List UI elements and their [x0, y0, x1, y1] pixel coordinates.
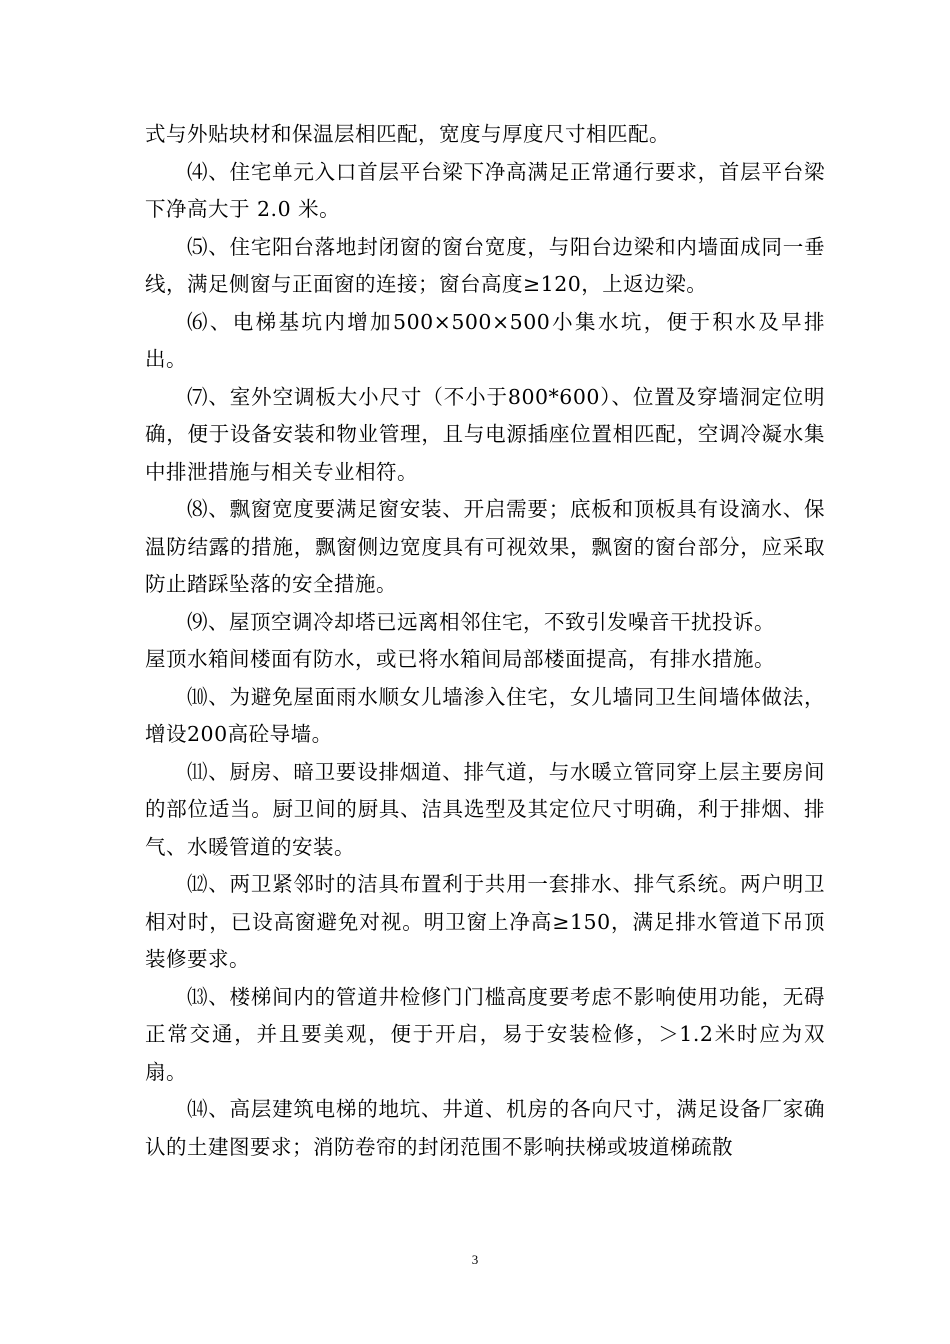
paragraph-item-7: ⑺、室外空调板大小尺寸（不小于800*600）、位置及穿墙洞定位明确，便于设备安装和物业管理，且与电源插座位置相匹配，空调冷凝水集中排泄措施与相关专业相符。 — [145, 384, 825, 484]
paragraph-item-9: ⑼、屋顶空调冷却塔已远离相邻住宅，不致引发噪音干扰投诉。 — [187, 609, 775, 634]
paragraph-continuation: 式与外贴块材和保温层相匹配，宽度与厚度尺寸相匹配。 — [145, 122, 670, 146]
paragraph-item-4: ⑷、住宅单元入口首层平台梁下净高满足正常通行要求，首层平台梁下净高大于 2.0 米。 — [145, 159, 825, 221]
page-number: 3 — [471, 1252, 479, 1267]
paragraph-item-5: ⑸、住宅阳台落地封闭窗的窗台宽度，与阳台边梁和内墙面成同一垂线，满足侧窗与正面窗的连接；窗台高度≥120，上返边梁。 — [145, 234, 825, 296]
paragraph-item-6: ⑹、电梯基坑内增加500×500×500小集水坑，便于积水及早排出。 — [145, 309, 825, 371]
paragraph-item-8: ⑻、飘窗宽度要满足窗安装、开启需要；底板和顶板具有设滴水、保温防结露的措施，飘窗侧边宽度具有可视效果，飘窗的窗台部分，应采取防止踏踩坠落的安全措施。 — [145, 497, 825, 596]
paragraph-item-11: ⑾、厨房、暗卫要设排烟道、排气道，与水暖立管同穿上层主要房间的部位适当。厨卫间的厨具、洁具选型及其定位尺寸明确，利于排烟、排气、水暖管道的安装。 — [145, 759, 825, 859]
paragraph-item-9-continued: 屋顶水箱间楼面有防水，或已将水箱间局部楼面提高，有排水措施。 — [145, 647, 775, 671]
paragraph-item-12: ⑿、两卫紧邻时的洁具布置利于共用一套排水、排气系统。两户明卫相对时，已设高窗避免对视。明卫窗上净高≥150，满足排水管道下吊顶装修要求。 — [145, 872, 825, 971]
document-body — [145, 116, 825, 1166]
paragraph-item-10: ⑽、为避免屋面雨水顺女儿墙渗入住宅，女儿墙同卫生间墙体做法，增设200高砼导墙。 — [145, 684, 825, 746]
paragraph-item-14: ⒁、高层建筑电梯的地坑、井道、机房的各向尺寸，满足设备厂家确认的土建图要求；消防卷帘的封闭范围不影响扶梯或坡道梯疏散 — [145, 1097, 825, 1159]
paragraph-item-13: ⒀、楼梯间内的管道井检修门门槛高度要考虑不影响使用功能，无碍正常交通，并且要美观，便于开启，易于安装检修，＞1.2米时应为双扇。 — [145, 984, 825, 1084]
